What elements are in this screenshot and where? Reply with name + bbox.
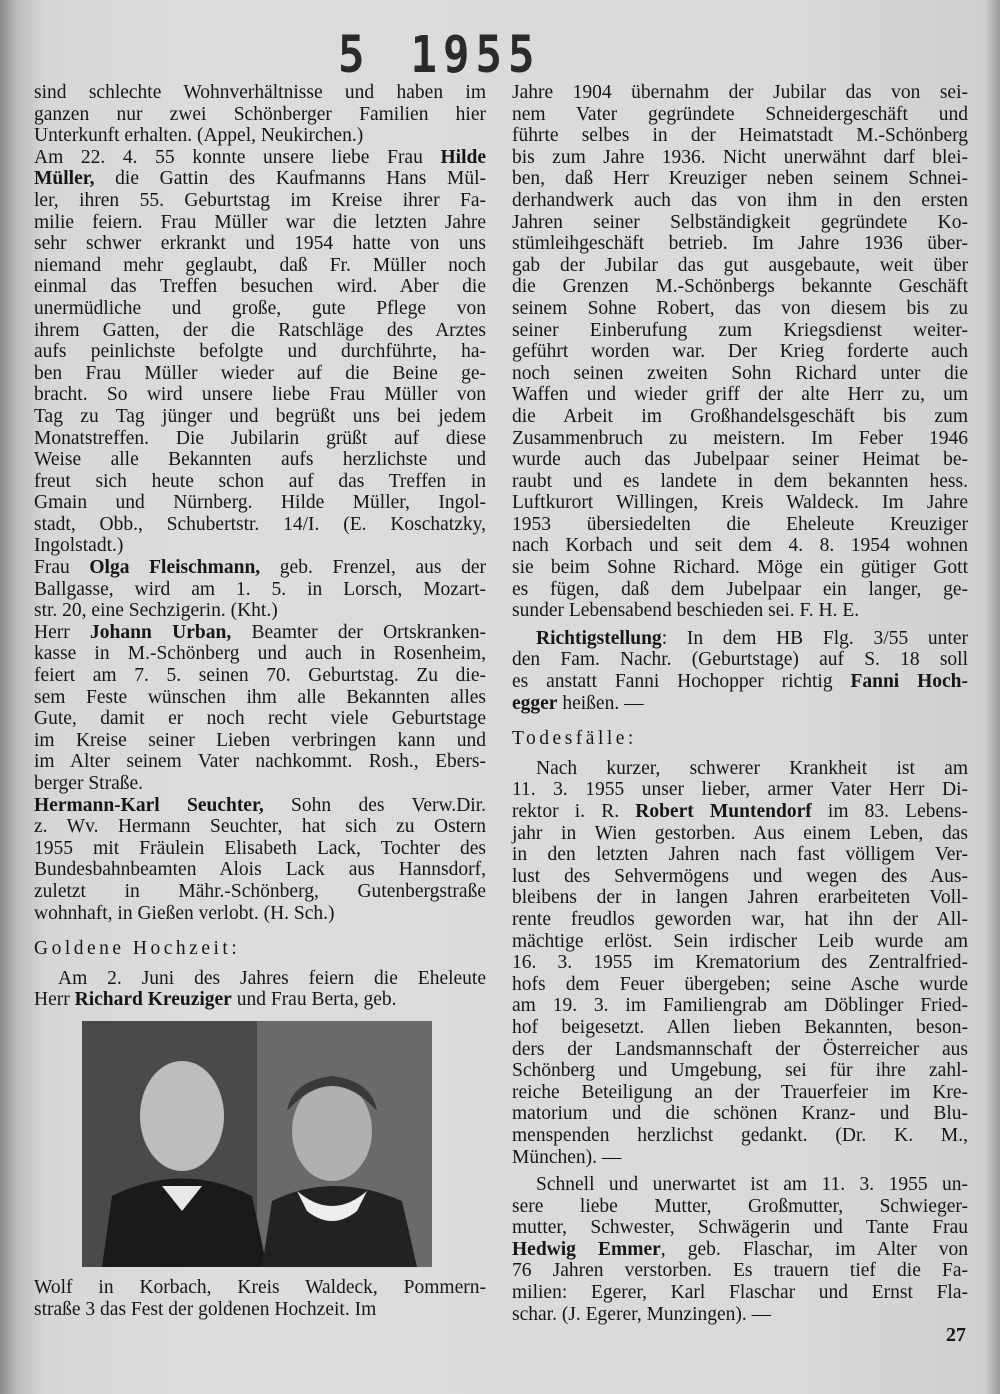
- text-segment: Am 22. 4. 55 konnte unsere liebe Frau: [34, 146, 441, 168]
- text-segment: hofs dem Feuer übergeben; seine Asche wurde: [512, 973, 968, 995]
- text-line: [34, 1299, 486, 1321]
- text-line: [512, 671, 968, 693]
- paragraph: [34, 622, 486, 795]
- text-segment: milie feiern. Frau Müller war die letzten Jahre: [34, 211, 486, 233]
- text-line: [512, 931, 968, 953]
- text-line: [34, 816, 486, 838]
- text-line: [512, 887, 968, 909]
- text-segment: sehr schwer erkrankt und 1954 hatte von uns: [34, 233, 486, 255]
- paragraph: [34, 147, 486, 557]
- stamp-issue: 5: [338, 26, 371, 85]
- photo-image: [82, 1021, 432, 1267]
- text-segment: ler, ihren 55. Geburtstag im Kreise ihrer Fa-: [34, 189, 486, 211]
- text-segment: Beamter der Ortskranken-: [231, 621, 486, 643]
- stamp-year: 1955: [410, 26, 541, 85]
- text-segment: wohnhaft, in Gießen verlobt. (H. Sch.): [34, 902, 335, 924]
- text-line: [34, 190, 486, 212]
- paragraph: [512, 1174, 968, 1325]
- text-segment: ihrem Gatten, der die Ratschläge des Arztes: [34, 319, 486, 341]
- text-segment: sie beim Sohne Richard. Möge ein gütiger Gott: [512, 557, 968, 579]
- text-line: [512, 298, 968, 320]
- text-line: [512, 125, 968, 147]
- text-line: [512, 1060, 968, 1082]
- left-column: [34, 82, 486, 1320]
- text-line: [34, 82, 486, 104]
- text-line: [512, 1082, 968, 1104]
- text-line: [34, 298, 486, 320]
- text-line: [512, 147, 968, 169]
- text-segment: Herr: [34, 621, 91, 643]
- text-segment: Ballgasse, wird am 1. 5. in Lorsch, Mozart-: [34, 578, 486, 600]
- text-line: [512, 1217, 968, 1239]
- text-segment: noch seinen zweiten Sohn Richard unter die: [512, 362, 968, 384]
- text-segment: jahr in Wien gestorben. Aus einem Leben, das: [512, 822, 968, 844]
- text-line: [512, 255, 968, 277]
- text-line: [512, 952, 968, 974]
- text-segment: Am 2. Juni des Jahres feiern die Eheleute: [58, 967, 486, 989]
- text-segment: aufs peinlichste befolgte und durchführte, ha-: [34, 341, 486, 363]
- text-line: [34, 449, 486, 471]
- bold-name: Richard Kreuziger: [74, 989, 232, 1011]
- text-segment: München). —: [512, 1146, 622, 1168]
- issue-stamp: [338, 26, 540, 85]
- text-segment: Schnell und unerwartet ist am 11. 3. 1955 un-: [536, 1174, 968, 1196]
- text-segment: , geb. Flaschar, im Alter von: [660, 1238, 968, 1260]
- paragraph: [34, 968, 486, 1011]
- text-segment: raubt und es landete in dem bekannten hess.: [512, 470, 968, 492]
- text-segment: niemand mehr geglaubt, daß Fr. Müller noch: [34, 254, 486, 276]
- text-line: [34, 773, 486, 795]
- text-line: [34, 384, 486, 406]
- text-line: [512, 693, 968, 715]
- text-segment: Jahre 1904 übernahm der Jubilar das von sei-: [512, 82, 968, 103]
- text-line: [512, 471, 968, 493]
- text-line: [34, 255, 486, 277]
- text-segment: die Gattin des Kaufmanns Hans Mül-: [94, 168, 486, 190]
- text-segment: Monatstreffen. Die Jubilarin grüßt auf diese: [34, 427, 486, 449]
- text-line: [34, 687, 486, 709]
- text-segment: Zusammenbruch zu meistern. Im Feber 1946: [512, 427, 968, 449]
- text-segment: Herr: [34, 989, 75, 1011]
- text-line: [512, 974, 968, 996]
- text-segment: es fügen, daß dem Jubelpaar ein langer, ge-: [512, 578, 968, 600]
- bold-name: Hedwig Emmer: [512, 1238, 661, 1260]
- text-segment: im Alter seinem Vater nachkommt. Rosh., Ebers-: [34, 751, 486, 773]
- text-line: [512, 168, 968, 190]
- text-segment: stümleihgeschäft betrieb. Im Jahre 1936 über-: [512, 233, 968, 255]
- text-line: [34, 168, 486, 190]
- text-segment: seiner Einberufung zum Kriegsdienst weiter-: [512, 319, 968, 341]
- text-segment: freut sich heute schon auf das Treffen in: [34, 470, 486, 492]
- text-line: [34, 751, 486, 773]
- text-line: [34, 859, 486, 881]
- text-segment: Gmain und Nürnberg. Hilde Müller, Ingol-: [34, 492, 486, 514]
- paragraph: [34, 557, 486, 622]
- text-segment: gab der Jubilar das gut ausgebaute, weit über: [512, 254, 968, 276]
- text-segment: mutter, Schwester, Schwägerin und Tante Frau: [512, 1217, 968, 1239]
- text-segment: im Kreise seiner Lieben verbringen kann und: [34, 729, 486, 751]
- paragraph: [512, 758, 968, 1168]
- text-line: [34, 557, 486, 579]
- text-segment: im 83. Lebens-: [811, 801, 969, 822]
- text-line: [512, 1147, 968, 1169]
- text-segment: Jahren seiner Selbständigkeit gegründete Ko-: [512, 211, 968, 233]
- text-line: [512, 628, 968, 650]
- text-line: [512, 866, 968, 888]
- text-line: [512, 801, 968, 823]
- text-segment: Wolf in Korbach, Kreis Waldeck, Pommern-: [34, 1276, 486, 1298]
- text-segment: ben, daß Herr Kreuziger neben seinem Schnei-: [512, 168, 968, 190]
- text-line: [512, 428, 968, 450]
- text-segment: feiert am 7. 5. seinen 70. Geburtstag. Zu die-: [34, 665, 486, 687]
- text-segment: und Frau Berta, geb.: [231, 989, 397, 1011]
- text-line: [512, 190, 968, 212]
- text-segment: führte selbes in der Heimatstadt M.-Schönberg: [512, 125, 968, 147]
- text-segment: rektor i. R.: [512, 801, 636, 822]
- text-segment: Waffen und wieder griff der alte Herr zu, um: [512, 384, 968, 406]
- section-heading-golden-wedding: Goldene Hochzeit:: [34, 938, 241, 960]
- text-segment: 16. 3. 1955 im Krematorium des Zentralfried-: [512, 952, 968, 974]
- text-line: [34, 968, 486, 990]
- text-segment: einmal das Treffen besuchen wird. Aber die: [34, 276, 486, 298]
- text-segment: Weise alle Bekannten aufs herzlichste und: [34, 449, 486, 471]
- text-line: [512, 449, 968, 471]
- text-line: [34, 104, 486, 126]
- text-segment: Tag zu Tag jünger und begrüßt uns bei jedem: [34, 405, 486, 427]
- text-line: [512, 384, 968, 406]
- text-line: [512, 514, 968, 536]
- text-line: [512, 492, 968, 514]
- text-line: [512, 104, 968, 126]
- text-line: [512, 1174, 968, 1196]
- text-segment: mächtige erlöst. Sein irdischer Leib wurde am: [512, 930, 968, 952]
- text-segment: 1953 übersiedelten die Eheleute Kreuziger: [512, 513, 968, 535]
- text-line: [512, 1304, 968, 1326]
- text-segment: ganzen nur zwei Schönberger Familien hier: [34, 103, 486, 125]
- bold-name: Hermann-Karl Seuchter,: [34, 794, 264, 816]
- text-segment: sere liebe Mutter, Großmutter, Schwieger-: [512, 1195, 968, 1217]
- paragraph: [512, 628, 968, 714]
- text-segment: bis zum Jahre 1936. Nicht unerwähnt darf blei-: [512, 146, 968, 168]
- paragraph: [34, 1277, 486, 1320]
- text-segment: Luftkurort Willingen, Kreis Waldeck. Im Jahre: [512, 492, 968, 514]
- text-line: [34, 276, 486, 298]
- text-line: [512, 1239, 968, 1261]
- text-segment: die Arbeit im Großhandelsgeschäft bis zum: [512, 405, 968, 427]
- bold-name: Robert Muntendorf: [635, 801, 812, 822]
- text-segment: sind schlechte Wohnverhältnisse und haben im: [34, 82, 486, 103]
- text-segment: kasse in M.-Schönberg und auch in Rosenheim,: [34, 643, 486, 665]
- couple-photo: [82, 1021, 432, 1267]
- text-line: [34, 622, 486, 644]
- text-line: [34, 665, 486, 687]
- text-line: [34, 428, 486, 450]
- text-line: [512, 1017, 968, 1039]
- text-segment: hof beigesetzt. Allen lieben Bekannten, beson-: [512, 1016, 968, 1038]
- text-line: [512, 276, 968, 298]
- text-line: [34, 363, 486, 385]
- text-segment: 1955 mit Fräulein Elisabeth Lack, Tochter des: [34, 837, 486, 859]
- bold-name: Müller,: [34, 168, 95, 190]
- text-line: [34, 341, 486, 363]
- text-line: [512, 844, 968, 866]
- text-line: [512, 82, 968, 104]
- text-segment: Unterkunft erhalten. (Appel, Neukirchen.): [34, 125, 364, 147]
- paragraph: [512, 82, 968, 622]
- text-segment: sem Feste wünschen ihm alle Bekannten alles: [34, 686, 486, 708]
- text-segment: Bundesbahnbeamten Alois Lack aus Hannsdorf,: [34, 859, 486, 881]
- section-heading-deaths: Todesfälle:: [512, 728, 637, 750]
- text-segment: straße 3 das Fest der goldenen Hochzeit. Im: [34, 1298, 377, 1320]
- text-segment: schar. (J. Egerer, Munzingen). —: [512, 1303, 772, 1325]
- bold-name: Hilde: [440, 146, 486, 168]
- text-line: [34, 881, 486, 903]
- text-segment: menspenden herzlichst gedankt. (Dr. K. M.,: [512, 1124, 968, 1146]
- text-line: [34, 212, 486, 234]
- text-segment: seinem Sohne Robert, das von diesem bis zu: [512, 297, 968, 319]
- text-line: [34, 795, 486, 817]
- text-line: [34, 320, 486, 342]
- bold-name: Richtigstellung: [536, 627, 662, 649]
- text-line: [34, 989, 486, 1011]
- text-segment: derhandwerk auch das von ihm in den ersten: [512, 189, 968, 211]
- text-segment: nem Vater gegründete Schneidergeschäft und: [512, 103, 968, 125]
- text-segment: wurde auch das Jubelpaar seiner Heimat be-: [512, 449, 968, 471]
- text-segment: Nach kurzer, schwerer Krankheit ist am: [536, 757, 968, 779]
- text-line: [512, 600, 968, 622]
- text-line: [512, 1103, 968, 1125]
- text-segment: reiche Beteiligung an der Trauerfeier im Kre-: [512, 1081, 968, 1103]
- text-line: [512, 406, 968, 428]
- text-segment: : In dem HB Flg. 3/55 unter: [661, 627, 968, 649]
- text-line: [512, 212, 968, 234]
- text-line: [512, 758, 968, 780]
- text-line: [512, 535, 968, 557]
- text-segment: unermüdliche und große, gute Pflege von: [34, 297, 486, 319]
- text-segment: den Fam. Nachr. (Geburtstage) auf S. 18 soll: [512, 649, 968, 671]
- text-segment: ders der Landsmannschaft der Österreicher aus: [512, 1038, 968, 1060]
- text-segment: nach Korbach und seit dem 4. 8. 1954 wohnen: [512, 535, 968, 557]
- text-line: [34, 643, 486, 665]
- text-line: [34, 147, 486, 169]
- text-line: [512, 649, 968, 671]
- text-line: [512, 1260, 968, 1282]
- text-segment: geführt worden war. Der Krieg forderte auch: [512, 341, 968, 363]
- text-segment: bracht. So wird unsere liebe Frau Müller von: [34, 384, 486, 406]
- bold-name: Fanni Hoch-: [850, 671, 968, 693]
- page-number: 27: [946, 1324, 966, 1346]
- text-line: [34, 471, 486, 493]
- bold-name: Olga Fleischmann,: [89, 557, 261, 579]
- text-line: [512, 363, 968, 385]
- text-line: [34, 903, 486, 925]
- text-line: [512, 823, 968, 845]
- text-segment: z. Wv. Hermann Seuchter, hat sich zu Ostern: [34, 816, 486, 838]
- text-line: [34, 233, 486, 255]
- text-line: [34, 492, 486, 514]
- text-segment: berger Straße.: [34, 773, 144, 794]
- text-line: [34, 125, 486, 147]
- text-line: [34, 514, 486, 536]
- text-segment: am 19. 3. im Familiengrab am Döblinger Fried-: [512, 995, 968, 1017]
- paragraph: [34, 82, 486, 147]
- text-segment: geb. Frenzel, aus der: [260, 557, 486, 579]
- text-segment: ben Frau Müller wieder auf die Beine ge-: [34, 362, 486, 384]
- text-line: [34, 579, 486, 601]
- text-line: [512, 779, 968, 801]
- text-segment: matorium und die schönen Kranz- und Blu-: [512, 1103, 968, 1125]
- text-line: [512, 233, 968, 255]
- text-segment: lust des Sehvermögens und wegen des Aus-: [512, 865, 968, 887]
- text-segment: 11. 3. 1955 unser lieber, armer Vater Herr Di-: [512, 779, 968, 801]
- text-line: [34, 838, 486, 860]
- text-segment: heißen. —: [557, 692, 644, 714]
- text-line: [34, 708, 486, 730]
- text-segment: rente freudlos geworden war, hat ihn der All-: [512, 908, 968, 930]
- bold-name: egger: [512, 692, 558, 714]
- right-column: [512, 82, 968, 1325]
- text-line: [512, 995, 968, 1017]
- text-line: [34, 730, 486, 752]
- text-segment: Schönberg und Umgebung, sei für ihre zahl-: [512, 1060, 968, 1082]
- text-line: [512, 909, 968, 931]
- bold-name: Johann Urban,: [90, 621, 232, 643]
- text-line: [512, 557, 968, 579]
- text-line: [34, 406, 486, 428]
- text-segment: Sohn des Verw.Dir.: [263, 794, 486, 816]
- text-line: [512, 1196, 968, 1218]
- text-segment: Ingolstadt.): [34, 535, 124, 557]
- text-segment: es anstatt Fanni Hochopper richtig: [512, 671, 851, 693]
- text-line: [34, 1277, 486, 1299]
- text-segment: str. 20, eine Sechzigerin. (Kht.): [34, 600, 278, 622]
- text-segment: Gute, damit er noch recht viele Geburtstage: [34, 708, 486, 730]
- text-segment: 76 Jahren verstorben. Es trauern tief die Fa-: [512, 1260, 968, 1282]
- text-segment: zuletzt in Mähr.-Schönberg, Gutenbergstraße: [34, 880, 486, 902]
- text-segment: bleibens der in langen Jahren erarbeiteten Voll-: [512, 887, 968, 909]
- text-segment: stadt, Obb., Schubertstr. 14/I. (E. Koschatzky,: [34, 513, 486, 535]
- text-segment: sunder Lebensabend beschieden sei. F. H. E.: [512, 600, 860, 622]
- text-segment: milien: Egerer, Karl Flaschar und Ernst Fla-: [512, 1282, 968, 1304]
- text-line: [512, 1282, 968, 1304]
- text-line: [34, 535, 486, 557]
- text-line: [512, 1039, 968, 1061]
- text-line: [512, 320, 968, 342]
- text-segment: Frau: [34, 557, 90, 579]
- text-segment: in den letzten Jahren nach fast völligem Ver-: [512, 844, 968, 866]
- text-line: [512, 1125, 968, 1147]
- text-line: [512, 579, 968, 601]
- text-segment: die Grenzen M.-Schönbergs bekannte Geschäft: [512, 276, 968, 298]
- paragraph: [34, 795, 486, 925]
- text-line: [34, 600, 486, 622]
- text-line: [512, 341, 968, 363]
